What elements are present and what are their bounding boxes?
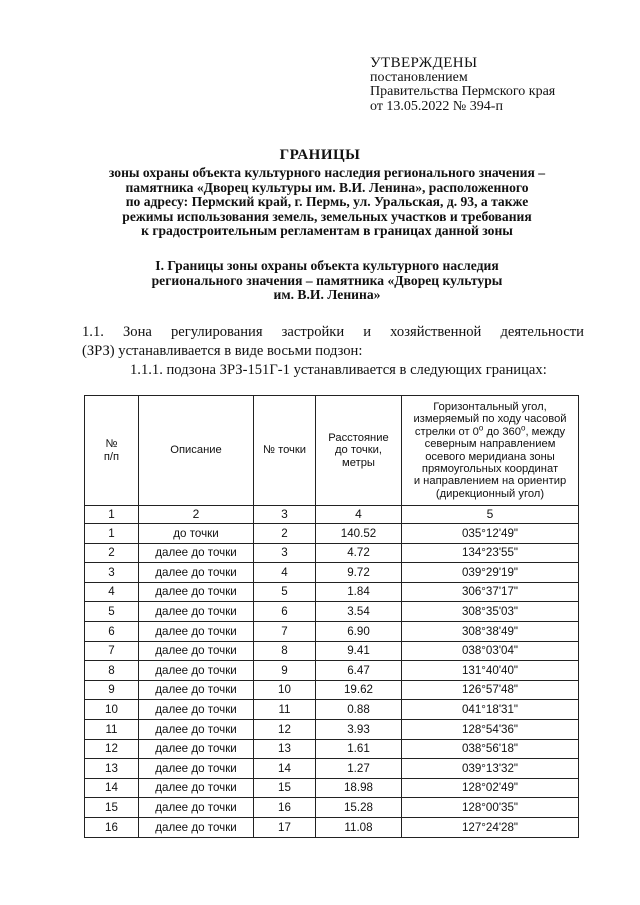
distance-cell: 19.62 [316, 680, 402, 700]
table-header-row [85, 396, 579, 506]
point-number-cell: 6 [254, 602, 316, 622]
header-point-number: № точки [254, 396, 316, 506]
paragraph-1-1-1: 1.1.1. подзона ЗРЗ-151Г-1 устанавливается в следующих границах: [130, 362, 547, 378]
document-subtitle [40, 166, 614, 239]
table-row [85, 778, 579, 798]
header-distance [316, 396, 402, 506]
direction-angle-cell: 131°40'40" [402, 661, 579, 681]
header-description: Описание [139, 396, 254, 506]
header-text-part: , между [525, 425, 566, 438]
description-cell: далее до точки [139, 661, 254, 681]
row-number-cell: 4 [85, 582, 139, 602]
direction-angle-cell: 128°00'35" [402, 798, 579, 818]
degree-mark: о [478, 422, 484, 432]
point-number-cell: 9 [254, 661, 316, 681]
distance-cell: 9.41 [316, 641, 402, 661]
header-text: метры [342, 456, 375, 469]
description-cell: далее до точки [139, 798, 254, 818]
description-cell: далее до точки [139, 543, 254, 563]
direction-angle-cell: 128°02'49" [402, 778, 579, 798]
point-number-cell: 3 [254, 543, 316, 563]
point-number-cell: 5 [254, 582, 316, 602]
degree-mark: о [521, 422, 526, 432]
direction-angle-cell: 038°56'18" [402, 739, 579, 759]
distance-cell: 18.98 [316, 778, 402, 798]
distance-cell: 1.84 [316, 582, 402, 602]
point-number-cell: 16 [254, 798, 316, 818]
table-row [85, 759, 579, 779]
column-number: 4 [316, 506, 402, 524]
description-cell: далее до точки [139, 817, 254, 837]
distance-cell: 6.47 [316, 661, 402, 681]
description-cell: далее до точки [139, 719, 254, 739]
description-cell: далее до точки [139, 563, 254, 583]
direction-angle-cell: 126°57'48" [402, 680, 579, 700]
header-text: Горизонтальный угол, [433, 400, 547, 413]
row-number-cell: 5 [85, 602, 139, 622]
distance-cell: 1.61 [316, 739, 402, 759]
subtitle-line: зоны охраны объекта культурного наследия регионального значения – [108, 165, 546, 180]
section-heading-line: регионального значения – памятника «Дворец культуры [151, 272, 503, 288]
header-direction-angle [402, 396, 579, 506]
header-text: измеряемый по ходу часовой [413, 413, 567, 426]
column-number: 2 [139, 506, 254, 524]
approval-date-number: от 13.05.2022 № 394-п [370, 98, 503, 114]
boundary-table [84, 395, 579, 838]
description-cell: далее до точки [139, 759, 254, 779]
point-number-cell: 4 [254, 563, 316, 583]
distance-cell: 3.54 [316, 602, 402, 622]
header-text: Расстояние [328, 431, 389, 444]
direction-angle-cell: 127°24'28" [402, 817, 579, 837]
row-number-cell: 15 [85, 798, 139, 818]
header-row-number [85, 396, 139, 506]
distance-cell: 0.88 [316, 700, 402, 720]
direction-angle-cell: 128°54'36" [402, 719, 579, 739]
direction-angle-cell: 134°23'55" [402, 543, 579, 563]
column-number: 5 [402, 506, 579, 524]
table-row [85, 602, 579, 622]
distance-cell: 11.08 [316, 817, 402, 837]
direction-angle-cell: 038°03'04" [402, 641, 579, 661]
point-number-cell: 14 [254, 759, 316, 779]
column-number: 1 [85, 506, 139, 524]
header-text: прямоугольных координат [421, 462, 559, 475]
description-cell: далее до точки [139, 680, 254, 700]
section-heading-line: I. Границы зоны охраны объекта культурного наследия [155, 258, 499, 273]
table-row [85, 798, 579, 818]
header-text: № [105, 438, 118, 451]
row-number-cell: 9 [85, 680, 139, 700]
table-row [85, 621, 579, 641]
direction-angle-cell: 308°35'03" [402, 602, 579, 622]
header-text: осевого меридиана зоны [425, 450, 555, 463]
document-title: ГРАНИЦЫ [279, 147, 361, 163]
row-number-cell: 3 [85, 563, 139, 583]
distance-cell: 140.52 [316, 524, 402, 544]
row-number-cell: 10 [85, 700, 139, 720]
row-number-cell: 2 [85, 543, 139, 563]
description-cell: далее до точки [139, 739, 254, 759]
point-number-cell: 8 [254, 641, 316, 661]
direction-angle-cell: 039°13'32" [402, 759, 579, 779]
direction-angle-cell: 041°18'31" [402, 700, 579, 720]
header-text [406, 422, 574, 438]
approval-resolution: постановлением [370, 69, 468, 85]
table-row [85, 700, 579, 720]
row-number-cell: 14 [85, 778, 139, 798]
description-cell: далее до точки [139, 641, 254, 661]
header-text-part: стрелки от 0 [414, 425, 479, 438]
distance-cell: 3.93 [316, 719, 402, 739]
table-row [85, 524, 579, 544]
approval-heading: УТВЕРЖДЕНЫ [370, 55, 478, 71]
subtitle-line: памятника «Дворец культуры им. В.И. Ленина», расположенного [125, 179, 529, 195]
point-number-cell: 17 [254, 817, 316, 837]
description-cell: далее до точки [139, 700, 254, 720]
table-row [85, 739, 579, 759]
header-text-part: до 360 [483, 425, 521, 438]
row-number-cell: 6 [85, 621, 139, 641]
column-number: 3 [254, 506, 316, 524]
row-number-cell: 8 [85, 661, 139, 681]
description-cell: далее до точки [139, 602, 254, 622]
header-text: и направлением на ориентир [413, 475, 567, 488]
paragraph-1-1-continuation: (ЗРЗ) устанавливается в виде восьми подзон: [82, 343, 363, 359]
row-number-cell: 16 [85, 817, 139, 837]
point-number-cell: 2 [254, 524, 316, 544]
description-cell: до точки [139, 524, 254, 544]
direction-angle-cell: 308°38'49" [402, 621, 579, 641]
table-row [85, 661, 579, 681]
table-row [85, 719, 579, 739]
point-number-cell: 13 [254, 739, 316, 759]
table-row [85, 680, 579, 700]
distance-cell: 6.90 [316, 621, 402, 641]
table-row [85, 817, 579, 837]
description-cell: далее до точки [139, 621, 254, 641]
header-text: п/п [103, 450, 120, 463]
table-row [85, 641, 579, 661]
header-text: до точки, [335, 444, 382, 457]
subtitle-line: к градостроительным регламентам в границах данной зоны [141, 223, 513, 239]
row-number-cell: 1 [85, 524, 139, 544]
row-number-cell: 7 [85, 641, 139, 661]
point-number-cell: 11 [254, 700, 316, 720]
paragraph-1-1: 1.1. Зона регулирования застройки и хозяйственной деятельности [82, 324, 584, 340]
approval-stamp [370, 56, 555, 114]
approval-authority: Правительства Пермского края [370, 84, 556, 99]
distance-cell: 15.28 [316, 798, 402, 818]
header-text: северным направлением [424, 438, 556, 451]
subtitle-line: по адресу: Пермский край, г. Пермь, ул. Уральская, д. 93, а также [125, 194, 529, 210]
direction-angle-cell: 306°37'17" [402, 582, 579, 602]
point-number-cell: 15 [254, 778, 316, 798]
table-row [85, 582, 579, 602]
description-cell: далее до точки [139, 582, 254, 602]
column-number-row [85, 506, 579, 524]
point-number-cell: 12 [254, 719, 316, 739]
point-number-cell: 10 [254, 680, 316, 700]
point-number-cell: 7 [254, 621, 316, 641]
section-heading [40, 259, 614, 303]
distance-cell: 1.27 [316, 759, 402, 779]
row-number-cell: 11 [85, 719, 139, 739]
header-text: (дирекционный угол) [435, 487, 545, 500]
table-row [85, 563, 579, 583]
distance-cell: 4.72 [316, 543, 402, 563]
subtitle-line: режимы использования земель, земельных участков и требования [122, 208, 532, 224]
direction-angle-cell: 039°29'19" [402, 563, 579, 583]
direction-angle-cell: 035°12'49" [402, 524, 579, 544]
description-cell: далее до точки [139, 778, 254, 798]
section-heading-line: им. В.И. Ленина» [273, 287, 381, 303]
row-number-cell: 13 [85, 759, 139, 779]
distance-cell: 9.72 [316, 563, 402, 583]
row-number-cell: 12 [85, 739, 139, 759]
table-row [85, 543, 579, 563]
